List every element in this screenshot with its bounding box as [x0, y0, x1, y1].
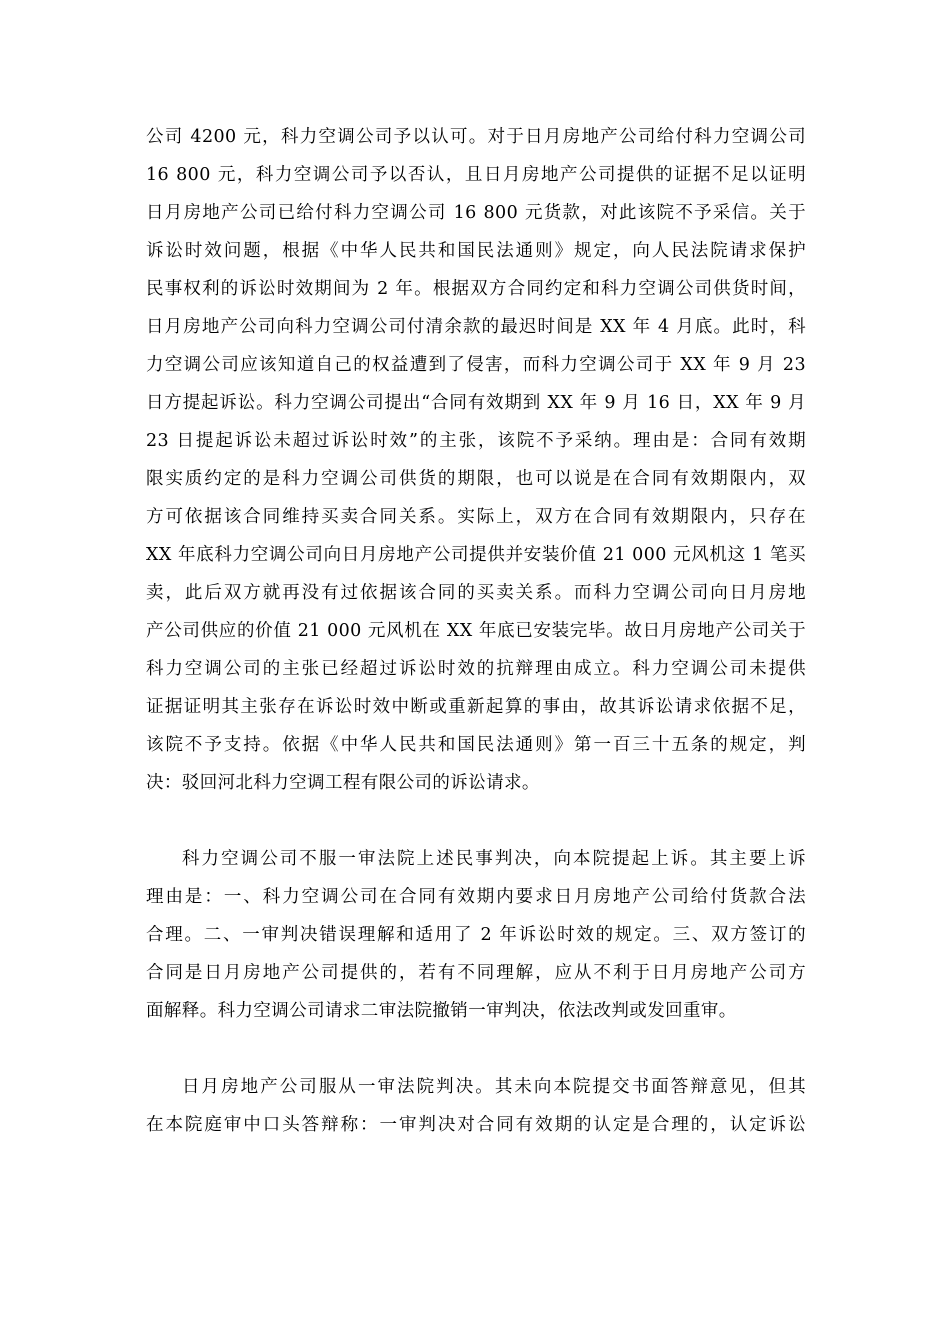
text-line: 16 800 元，科力空调公司予以否认，且日月房地产公司提供的证据不足以证明 — [146, 165, 806, 185]
text-line: 科力空调公司的主张已经超过诉讼时效的抗辩理由成立。科力空调公司未提供 — [146, 659, 806, 679]
text-line: 该院不予支持。依据《中华人民共和国民法通则》第一百三十五条的规定，判 — [146, 735, 806, 755]
text-line: 公司 4200 元，科力空调公司予以认可。对于日月房地产公司给付科力空调公司 — [146, 127, 806, 147]
text-line: 决：驳回河北科力空调工程有限公司的诉讼请求。 — [146, 773, 540, 793]
text-line: 诉讼时效问题，根据《中华人民共和国民法通则》规定，向人民法院请求保护 — [146, 241, 806, 261]
text-line: 合同是日月房地产公司提供的，若有不同理解，应从不利于日月房地产公司方 — [146, 963, 806, 983]
text-line: 产公司供应的价值 21 000 元风机在 XX 年底已安装完毕。故日月房地产公司关于 — [146, 621, 806, 641]
paragraph-spacer — [146, 1030, 806, 1068]
text-line: 日月房地产公司服从一审法院判决。其未向本院提交书面答辩意见，但其 — [182, 1077, 806, 1097]
text-line: 合理。二、一审判决错误理解和适用了 2 年诉讼时效的规定。三、双方签订的 — [146, 925, 806, 945]
text-line: 日月房地产公司已给付科力空调公司 16 800 元货款，对此该院不予采信。关于 — [146, 203, 806, 223]
text-line: 卖，此后双方就再没有过依据该合同的买卖关系。而科力空调公司向日月房地 — [146, 583, 806, 603]
text-line: 23 日提起诉讼未超过诉讼时效”的主张，该院不予采纳。理由是：合同有效期 — [146, 431, 806, 451]
paragraph-1 — [146, 118, 806, 802]
text-line: 在本院庭审中口头答辩称：一审判决对合同有效期的认定是合理的，认定诉讼 — [146, 1115, 806, 1135]
text-line: 日方提起诉讼。科力空调公司提出“合同有效期到 XX 年 9 月 16 日，XX 年 9 月 — [146, 393, 806, 413]
text-line: 日月房地产公司向科力空调公司付清余款的最迟时间是 XX 年 4 月底。此时，科 — [146, 317, 806, 337]
text-line: 证据证明其主张存在诉讼时效中断或重新起算的事由，故其诉讼请求依据不足， — [146, 697, 806, 717]
paragraph-3 — [146, 1068, 806, 1144]
text-line: 理由是：一、科力空调公司在合同有效期内要求日月房地产公司给付货款合法 — [146, 887, 806, 907]
text-line: XX 年底科力空调公司向日月房地产公司提供并安装价值 21 000 元风机这 1 笔买 — [146, 545, 806, 565]
paragraph-spacer — [146, 802, 806, 840]
text-line: 方可依据该合同维持买卖合同关系。实际上，双方在合同有效期限内，只存在 — [146, 507, 806, 527]
text-line: 力空调公司应该知道自己的权益遭到了侵害，而科力空调公司于 XX 年 9 月 23 — [146, 355, 806, 375]
document-body — [146, 118, 806, 1144]
text-line: 限实质约定的是科力空调公司供货的期限，也可以说是在合同有效期限内，双 — [146, 469, 806, 489]
text-line: 民事权利的诉讼时效期间为 2 年。根据双方合同约定和科力空调公司供货时间， — [146, 279, 806, 299]
text-line: 面解释。科力空调公司请求二审法院撤销一审判决，依法改判或发回重审。 — [146, 1001, 737, 1021]
text-line: 科力空调公司不服一审法院上述民事判决，向本院提起上诉。其主要上诉 — [182, 849, 806, 869]
paragraph-2 — [146, 840, 806, 1030]
